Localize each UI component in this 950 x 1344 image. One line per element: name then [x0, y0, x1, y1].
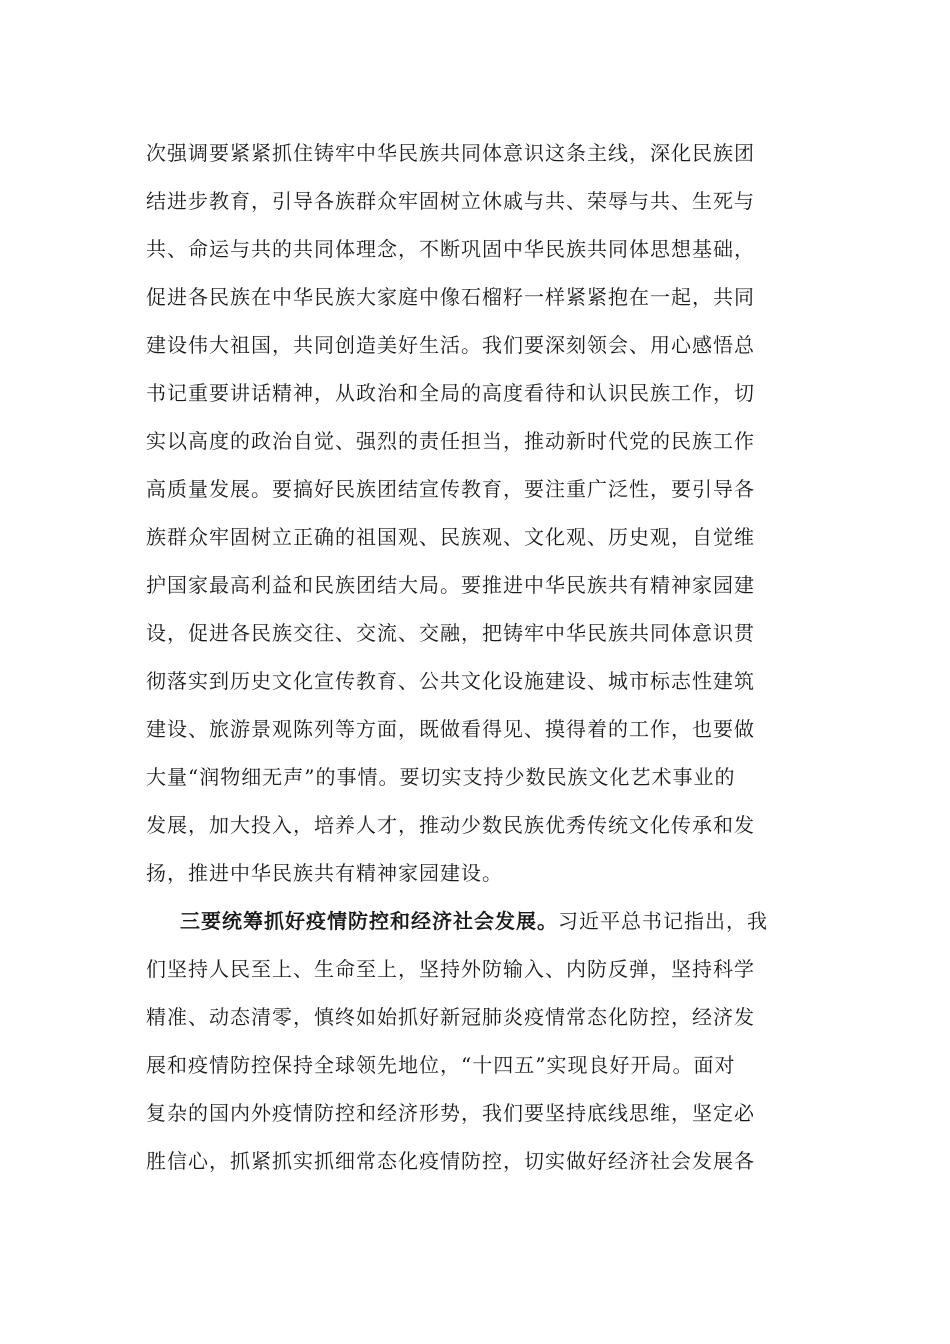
- paragraph-line: 彻落实到历史文化宣传教育、公共文化设施建设、城市标志性建筑: [146, 669, 755, 693]
- paragraph-line: 建设、旅游景观陈列等方面，既做看得见、摸得着的工作，也要做: [146, 717, 755, 741]
- paragraph-line: 大量“润物细无声”的事情。要切实支持少数民族文化艺术事业的: [146, 765, 736, 789]
- paragraph-line: 共、命运与共的共同体理念，不断巩固中华民族共同体思想基础，: [146, 237, 755, 261]
- paragraph-line: 书记重要讲话精神，从政治和全局的高度看待和认识民族工作，切: [146, 381, 755, 405]
- paragraph-line: 展和疫情防控保持全球领先地位，“十四五”实现良好开局。面对: [146, 1053, 736, 1077]
- paragraph-first-line-text: 习近平总书记指出，我: [558, 909, 768, 933]
- paragraph-line: 护国家最高利益和民族团结大局。要推进中华民族共有精神家园建: [146, 573, 755, 597]
- paragraph-line: 复杂的国内外疫情防控和经济形势，我们要坚持底线思维，坚定必: [146, 1101, 755, 1125]
- paragraph-first-line: [180, 906, 768, 936]
- paragraph-line: 次强调要紧紧抓住铸牢中华民族共同体意识这条主线，深化民族团: [146, 141, 755, 165]
- paragraph-line: 设，促进各民族交往、交流、交融，把铸牢中华民族共同体意识贯: [146, 621, 755, 645]
- paragraph-line: 结进步教育，引导各族群众牢固树立休戚与共、荣辱与共、生死与: [146, 189, 755, 213]
- paragraph-line: 扬，推进中华民族共有精神家园建设。: [146, 861, 503, 885]
- paragraph-line: 胜信心，抓紧抓实抓细常态化疫情防控，切实做好经济社会发展各: [146, 1149, 755, 1173]
- paragraph-line: 族群众牢固树立正确的祖国观、民族观、文化观、历史观，自觉维: [146, 525, 755, 549]
- paragraph-line: 促进各民族在中华民族大家庭中像石榴籽一样紧紧抱在一起，共同: [146, 285, 755, 309]
- paragraph-line: 建设伟大祖国，共同创造美好生活。我们要深刻领会、用心感悟总: [146, 333, 755, 357]
- paragraph-line: 精准、动态清零，慎终如始抓好新冠肺炎疫情常态化防控，经济发: [146, 1005, 755, 1029]
- paragraph-line: 发展，加大投入，培养人才，推动少数民族优秀传统文化传承和发: [146, 813, 755, 837]
- paragraph-heading: 三要统筹抓好疫情防控和经济社会发展。: [180, 909, 558, 933]
- paragraph-line: 实以高度的政治自觉、强烈的责任担当，推动新时代党的民族工作: [146, 429, 755, 453]
- paragraph-line: 高质量发展。要搞好民族团结宣传教育，要注重广泛性，要引导各: [146, 477, 755, 501]
- paragraph-line: 们坚持人民至上、生命至上，坚持外防输入、内防反弹，坚持科学: [146, 957, 755, 981]
